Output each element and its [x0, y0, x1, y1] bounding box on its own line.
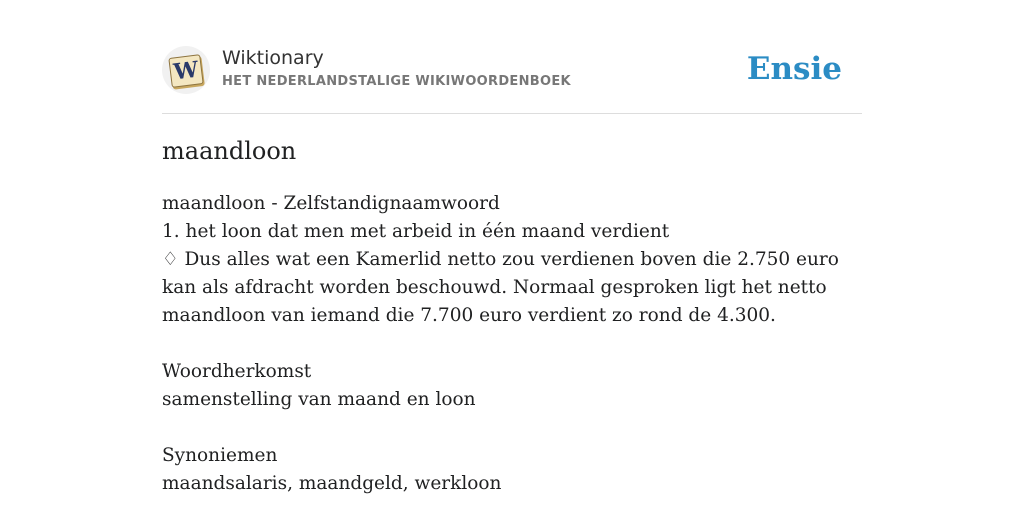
site-name[interactable]: Wiktionary [222, 47, 324, 69]
part-of-speech-line: maandloon - Zelfstandignaamwoord [162, 193, 500, 214]
example-quote: ♢ Dus alles wat een Kamerlid netto zou verdienen boven die 2.750 euro kan als afdracht worden beschouwd. Normaal gesproken ligt het netto maandloon van iemand die 7.700 euro verdient zo rond de 4.300. [162, 249, 839, 326]
spacer [162, 414, 862, 442]
wiktionary-logo[interactable] [162, 46, 210, 94]
site-tagline: HET NEDERLANDSTALIGE WIKIWOORDENBOEK [222, 74, 571, 89]
page-title: maandloon [162, 137, 297, 165]
synonyms-text: maandsalaris, maandgeld, werkloon [162, 473, 502, 494]
spacer [162, 330, 862, 358]
ensie-brand-logo[interactable]: Ensie [746, 51, 842, 87]
wiktionary-tile-icon: W [168, 54, 203, 88]
page [162, 0, 862, 512]
etymology-heading: Woordherkomst [162, 361, 312, 382]
definition-line: 1. het loon dat men met arbeid in één maand verdient [162, 221, 670, 242]
etymology-text: samenstelling van maand en loon [162, 389, 476, 410]
header-divider [162, 113, 862, 114]
synonyms-heading: Synoniemen [162, 445, 278, 466]
entry-content [162, 190, 862, 498]
site-header [162, 46, 862, 96]
